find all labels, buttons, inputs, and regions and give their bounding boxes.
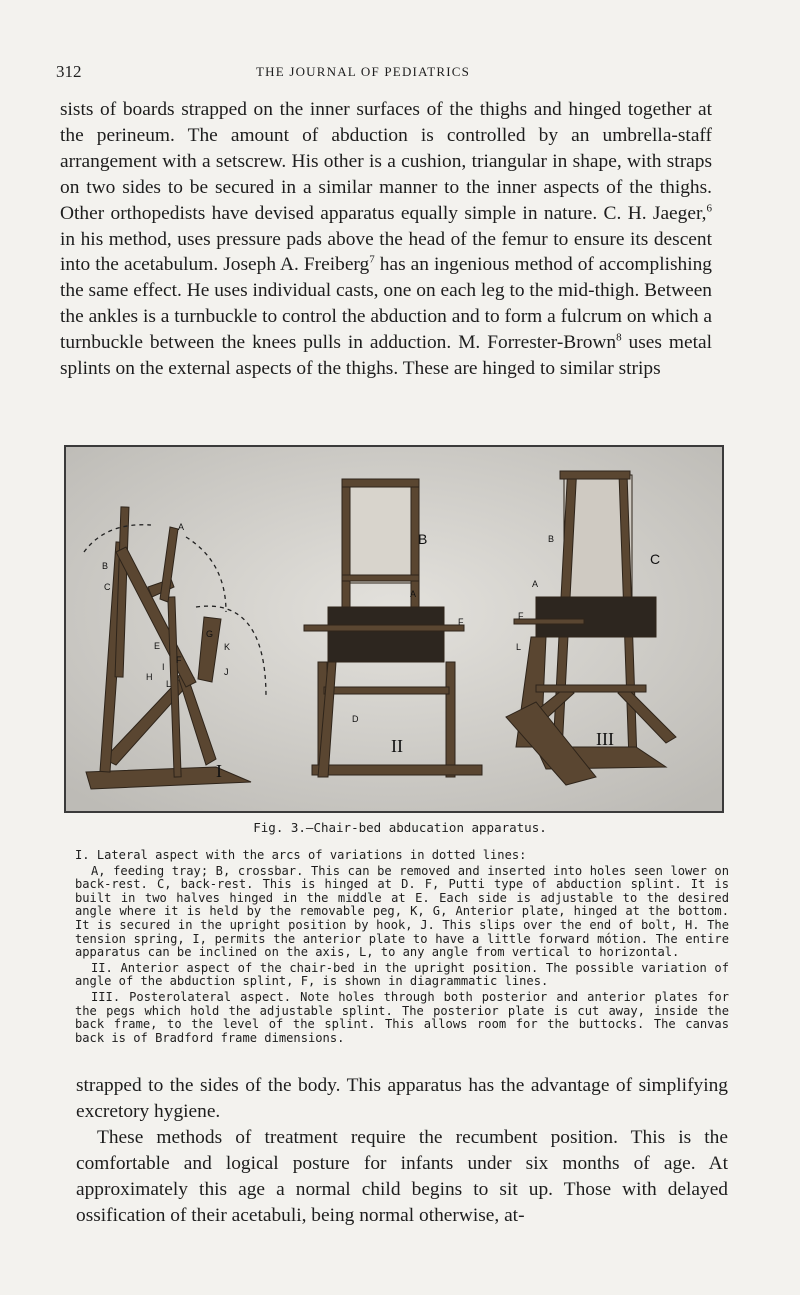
- paragraph: strapped to the sides of the body. This apparatus has the advantage of simplifying excretory hygiene.: [76, 1075, 728, 1122]
- figure-letter-g: G: [206, 629, 214, 639]
- panel-label-one: I: [216, 761, 222, 781]
- panel-label-three: III: [596, 729, 614, 749]
- reference-superscript: 6: [706, 202, 712, 215]
- text-run: has an ingenious method of accomplishing the same effect. He uses individual casts, one on each leg to the mid-thigh. Between the ankles is a turnbuckle to control the abduction and to form a fulcrum on which a turnbuckle between the knees pulls in adduction. M. Forrester-Brown: [60, 254, 712, 354]
- legend-line: III. Posterolateral aspect. Note holes through both posterior and anterior plates for the pegs which hold the adjustable splint. The posterior plate is cut away, inside the back frame, to the level of the splint. This allows room for the buttocks. The canvas back is of Bradford frame dimensions.: [75, 989, 729, 1045]
- legend-line: II. Anterior aspect of the chair-bed in the upright position. The possible variation of angle of the abduction splint, F, is shown in diagrammatic lines.: [75, 960, 729, 989]
- figure-letter-a-panel-two: A: [410, 589, 417, 599]
- page-header: [56, 62, 746, 86]
- figure-letter-e: E: [154, 641, 161, 651]
- figure-caption: Fig. 3.—Chair-bed abducation apparatus.: [253, 820, 547, 835]
- panel-label-two: II: [391, 736, 403, 756]
- figure-letter-f: F: [176, 655, 182, 665]
- figure-letter-a-panel-three: A: [532, 579, 539, 589]
- figure-letter-i: I: [162, 662, 165, 672]
- figure-letter-b-panel-two: B: [418, 531, 428, 547]
- figure-letter-f-panel-two: F: [458, 617, 464, 627]
- figure-letter-l-panel-three: L: [516, 642, 522, 652]
- figure-letter-j: J: [224, 667, 229, 677]
- legend-line: I. Lateral aspect with the arcs of variations in dotted lines:: [75, 848, 527, 862]
- figure-letter-b-panel-three: B: [548, 534, 555, 544]
- legend-line: A, feeding tray; B, crossbar. This can be removed and inserted into holes seen lower on back-rest. C, back-rest. This is hinged at D. F, Putti type of abduction splint. It is built in two halves hinged in the middle at E. Each side is adjustable to the desired angle where it is held by the removable peg, K, G, Anterior plate, hinged at the bottom. It is secured in the upright position by hook, J. This slips over the end of bolt, H. The tension spring, I, permits the anterior plate to have a little forward mótion. The entire apparatus can be inclined on the axis, L, to any angle from vertical to horizontal.: [75, 863, 729, 960]
- figure-letter-b: B: [102, 561, 109, 571]
- figure-legend: [75, 849, 729, 1047]
- figure-letter-c: C: [104, 582, 111, 592]
- running-head: THE JOURNAL OF PEDIATRICS: [256, 64, 471, 79]
- figure-letter-h: H: [146, 672, 153, 682]
- text-run: in his method, uses pressure pads above the head of the femur to ensure its descent into the acetabulum. Joseph A. Freiberg: [60, 228, 712, 276]
- reference-superscript: 8: [616, 331, 622, 344]
- body-paragraph-top: [60, 97, 712, 382]
- figure-letter-f-panel-three: F: [518, 611, 524, 621]
- chair-bed-photograph: [66, 447, 722, 811]
- page-number: 312: [56, 62, 82, 81]
- text-run: uses metal splints on the external aspects of the thighs. These are hinged to similar strips: [60, 332, 712, 380]
- figure-letter-l: L: [166, 679, 172, 689]
- text-run: sists of boards strapped on the inner surfaces of the thighs and hinged together at the perineum. The amount of abduction is controlled by an umbrella-staff arrangement with a setscrew. His other is a cushion, triangular in shape, with straps on two sides to be secured in a similar manner to the inner aspects of the thighs. Other orthopedists have devised apparatus equally simple in nature. C. H. Jaeger,: [60, 99, 712, 224]
- figure-photo-chair-bed: [64, 445, 724, 813]
- figure-letter-a: A: [178, 522, 185, 532]
- figure-letter-k: K: [224, 642, 231, 652]
- body-paragraph-bottom: [76, 1073, 728, 1228]
- paragraph: These methods of treatment require the recumbent position. This is the comfortable and logical posture for infants under six months of age. At approximately this age a normal child begins to sit up. Those with delayed ossification of their acetabuli, being normal otherwise, at-: [76, 1126, 728, 1226]
- reference-superscript: 7: [369, 253, 375, 266]
- figure-letter-c-panel-three: C: [650, 551, 661, 567]
- figure-letter-d-panel-two: D: [352, 714, 359, 724]
